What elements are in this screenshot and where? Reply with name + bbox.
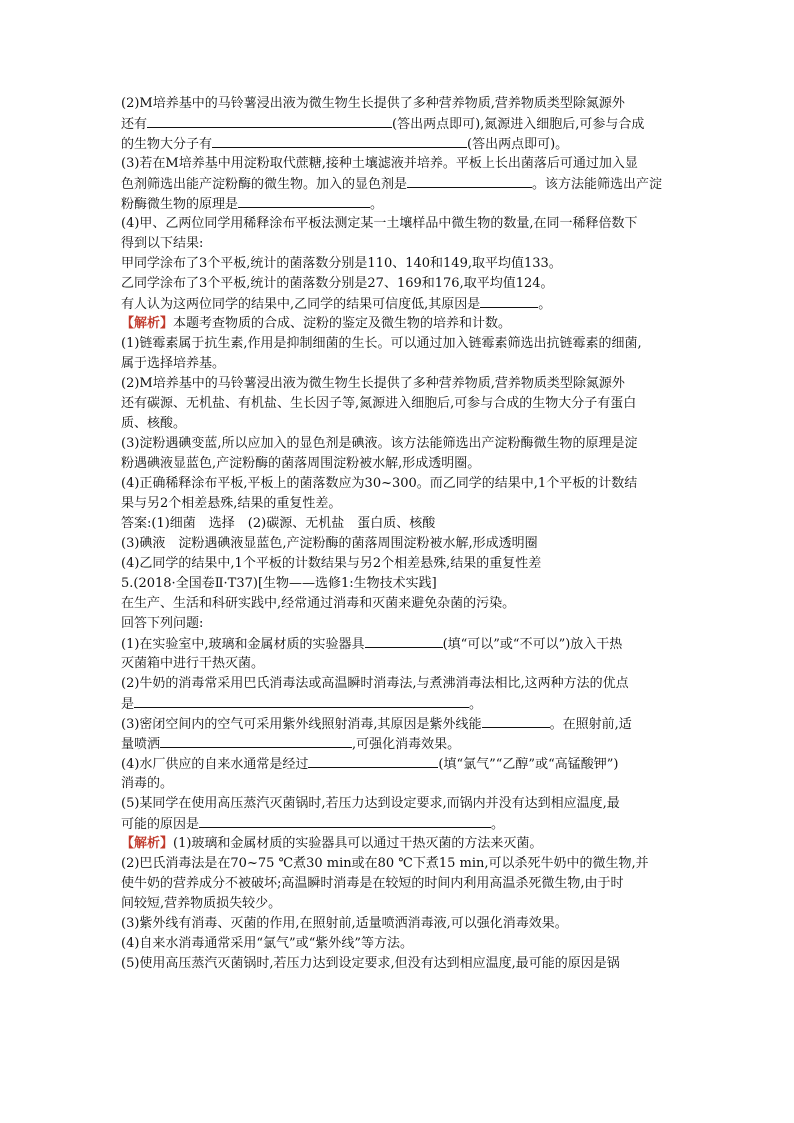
text-line: (4)甲、乙两位同学用稀释涂布平板法测定某一土壤样品中微生物的数量,在同一稀释倍数下	[121, 216, 638, 231]
text-line: 【解析】本题考查物质的合成、淀粉的鉴定及微生物的培养和计数。	[121, 316, 512, 331]
question-heading: 5.(2018·全国卷Ⅱ·T37)[生物——选修1:生物技术实践]	[121, 576, 437, 591]
text-line: (1)链霉素属于抗生素,作用是抑制细菌的生长。可以通过加入链霉素筛选出抗链霉素的细菌,	[121, 336, 642, 351]
text-line: (3)淀粉遇碘变蓝,所以应加入的显色剂是碘液。该方法能筛选出产淀粉酶微生物的原理是淀	[121, 436, 638, 451]
text-line: 果与另2个相差悬殊,结果的重复性差。	[121, 496, 342, 511]
text-line: 甲同学涂布了3个平板,统计的菌落数分别是110、140和149,取平均值133。	[121, 256, 562, 271]
text-line: 【解析】(1)玻璃和金属材质的实验器具可以通过干热灭菌的方法来灭菌。	[121, 836, 543, 851]
text-line: 是 。	[121, 694, 681, 715]
answer-blank	[480, 294, 538, 308]
answer-blank	[134, 694, 469, 708]
analysis-tag: 【解析】	[121, 316, 174, 331]
text-line: (4)水厂供应的自来水通常是经过 (填“氯气”“乙醇”或“高锰酸钾”)	[121, 754, 681, 775]
text-line: 粉酶微生物的原理是 。	[121, 194, 681, 215]
answer-blank	[147, 114, 392, 128]
analysis-tag: 【解析】	[121, 836, 174, 851]
text-line: (2)M培养基中的马铃薯浸出液为微生物生长提供了多种营养物质,营养物质类型除氮源外	[121, 96, 625, 111]
answer-line: (4)乙同学的结果中,1个平板的计数结果与另2个相差悬殊,结果的重复性差	[121, 556, 542, 571]
text-line: (2)牛奶的消毒常采用巴氏消毒法或高温瞬时消毒法,与煮沸消毒法相比,这两种方法的优点	[121, 676, 629, 691]
text-line: (4)正确稀释涂布平板,平板上的菌落数应为30~300。而乙同学的结果中,1个平板的计数结	[121, 476, 638, 491]
answer-blank	[482, 714, 550, 728]
text-line: 在生产、生活和科研实践中,经常通过消毒和灭菌来避免杂菌的污染。	[121, 596, 516, 611]
text-line: 还有碳源、无机盐、有机盐、生长因子等,氮源进入细胞后,可参与合成的生物大分子有蛋白	[121, 396, 637, 411]
answer-blank	[212, 134, 467, 148]
text-line: 间较短,营养物质损失较少。	[121, 896, 282, 911]
text-line: (3)密闭空间内的空气可采用紫外线照射消毒,其原因是紫外线能 。在照射前,适	[121, 714, 681, 735]
answer-blank	[407, 174, 532, 188]
answer-blank	[365, 634, 443, 648]
text-line: 回答下列问题:	[121, 616, 204, 631]
text-line: 消毒的。	[121, 776, 174, 791]
text-line: (3)若在M培养基中用淀粉取代蔗糖,接种土壤滤液并培养。平板上长出菌落后可通过加入显	[121, 156, 638, 171]
text-line: 粉遇碘液显蓝色,产淀粉酶的菌落周围淀粉被水解,形成透明圈。	[121, 456, 481, 471]
text-line: 使牛奶的营养成分不被破坏;高温瞬时消毒是在较短的时间内利用高温杀死微生物,由于时	[121, 876, 624, 891]
text-line: (4)自来水消毒通常采用“氯气”或“紫外线”等方法。	[121, 936, 413, 951]
answer-blank	[199, 814, 491, 828]
answer-blank	[160, 734, 352, 748]
text-line: 的生物大分子有 (答出两点即可)。	[121, 134, 681, 155]
text-line: 有人认为这两位同学的结果中,乙同学的结果可信度低,其原因是 。	[121, 294, 681, 315]
text-line: (2)巴氏消毒法是在70~75 ℃煮30 min或在80 ℃下煮15 min,可以杀死牛奶中的微生物,并	[121, 856, 649, 871]
text-line: 可能的原因是 。	[121, 814, 681, 835]
text-line: 量喷洒 ,可强化消毒效果。	[121, 734, 681, 755]
text-line: 得到以下结果:	[121, 236, 204, 251]
text-line: 质、核酸。	[121, 416, 187, 431]
text-line: 色剂筛选出能产淀粉酶的微生物。加入的显色剂是 。该方法能筛选出产淀	[121, 174, 681, 195]
answer-blank	[238, 194, 370, 208]
text-line: (5)使用高压蒸汽灭菌锅时,若压力达到设定要求,但没有达到相应温度,最可能的原因是锅	[121, 956, 620, 971]
answer-line: (3)碘液 淀粉遇碘液显蓝色,产淀粉酶的菌落周围淀粉被水解,形成透明圈	[121, 536, 538, 551]
text-line: (5)某同学在使用高压蒸汽灭菌锅时,若压力达到设定要求,而锅内并没有达到相应温度,最	[121, 796, 620, 811]
text-line: 乙同学涂布了3个平板,统计的菌落数分别是27、169和176,取平均值124。	[121, 276, 554, 291]
text-line: 属于选择培养基。	[121, 356, 226, 371]
text-line: 灭菌箱中进行干热灭菌。	[121, 656, 265, 671]
text-line: (1)在实验室中,玻璃和金属材质的实验器具 (填“可以”或“不可以”)放入干热	[121, 634, 681, 655]
answer-blank	[308, 754, 438, 768]
text-line: 还有 (答出两点即可),氮源进入细胞后,可参与合成	[121, 114, 681, 135]
answer-line: 答案:(1)细菌 选择 (2)碳源、无机盐 蛋白质、核酸	[121, 516, 436, 531]
text-line: (3)紫外线有消毒、灭菌的作用,在照射前,适量喷洒消毒液,可以强化消毒效果。	[121, 916, 568, 931]
text-line: (2)M培养基中的马铃薯浸出液为微生物生长提供了多种营养物质,营养物质类型除氮源外	[121, 376, 625, 391]
